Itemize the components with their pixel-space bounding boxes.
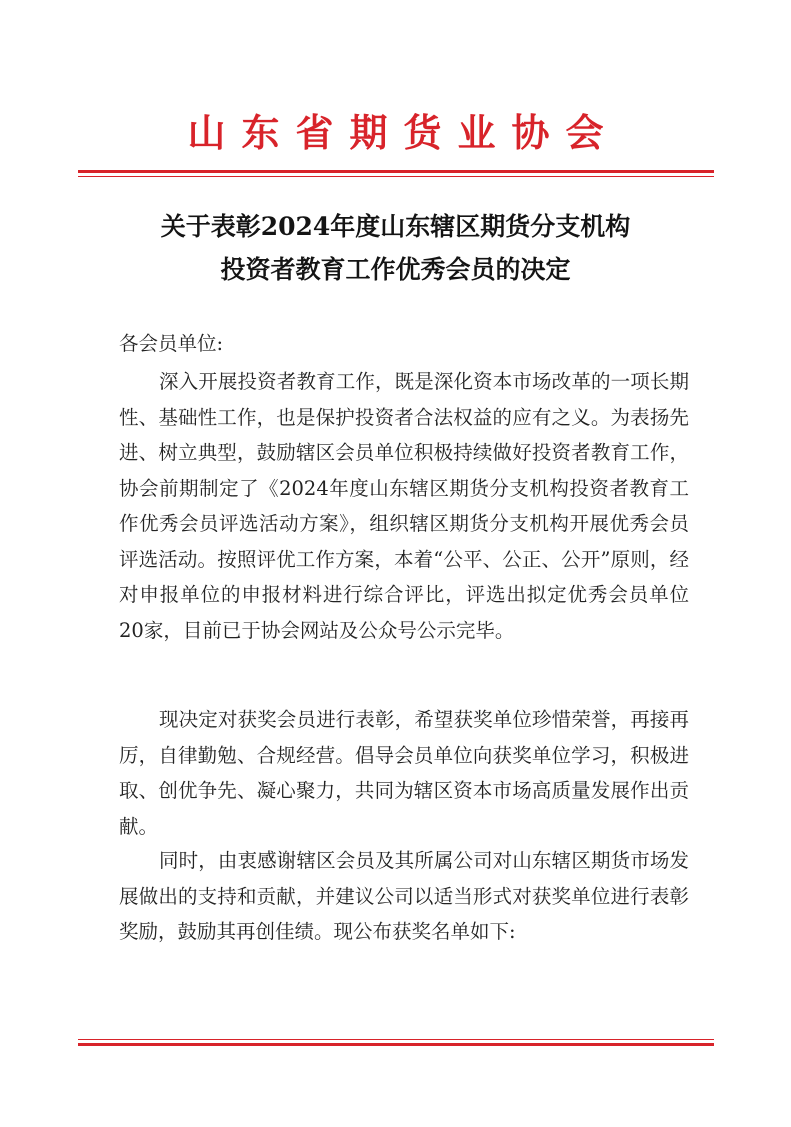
header-divider-thin — [78, 176, 714, 177]
footer-divider-thin — [78, 1039, 714, 1040]
body-paragraph-2: 现决定对获奖会员进行表彰，希望获奖单位珍惜荣誉，再接再厉，自律勤勉、合规经营。倡导会员单位向获奖单位学习，积极进取、创优争先、凝心聚力，共同为辖区资本市场高质量发展作出贡献。 — [119, 708, 689, 838]
document-title-line-2: 投资者教育工作优秀会员的决定 — [220, 255, 571, 284]
header-divider-thick — [78, 170, 714, 173]
document-title-line-1: 关于表彰2024年度山东辖区期货分支机构 — [160, 212, 631, 241]
organization-header: 山东省期货业协会 — [187, 110, 620, 155]
salutation: 各会员单位: — [119, 332, 224, 355]
footer-divider-thick — [78, 1043, 714, 1046]
body-paragraph-3: 同时，由衷感谢辖区会员及其所属公司对山东辖区期货市场发展做出的支持和贡献，并建议公司以适当形式对获奖单位进行表彰奖励，鼓励其再创佳绩。现公布获奖名单如下: — [119, 849, 689, 943]
body-paragraph-1: 深入开展投资者教育工作，既是深化资本市场改革的一项长期性、基础性工作，也是保护投资者合法权益的应有之义。为表扬先进、树立典型，鼓励辖区会员单位积极持续做好投资者教育工作，协会前期制定了《2024年度山东辖区期货分支机构投资者教育工作优秀会员评选活动方案》，组织辖区期货分支机构开展优秀会员评选活动。按照评优工作方案，本着“公平、公正、公开”原则，经对申报单位的申报材料进行综合评比，评选出拟定优秀会员单位20家，目前已于协会网站及公众号公示完毕。 — [119, 370, 689, 642]
